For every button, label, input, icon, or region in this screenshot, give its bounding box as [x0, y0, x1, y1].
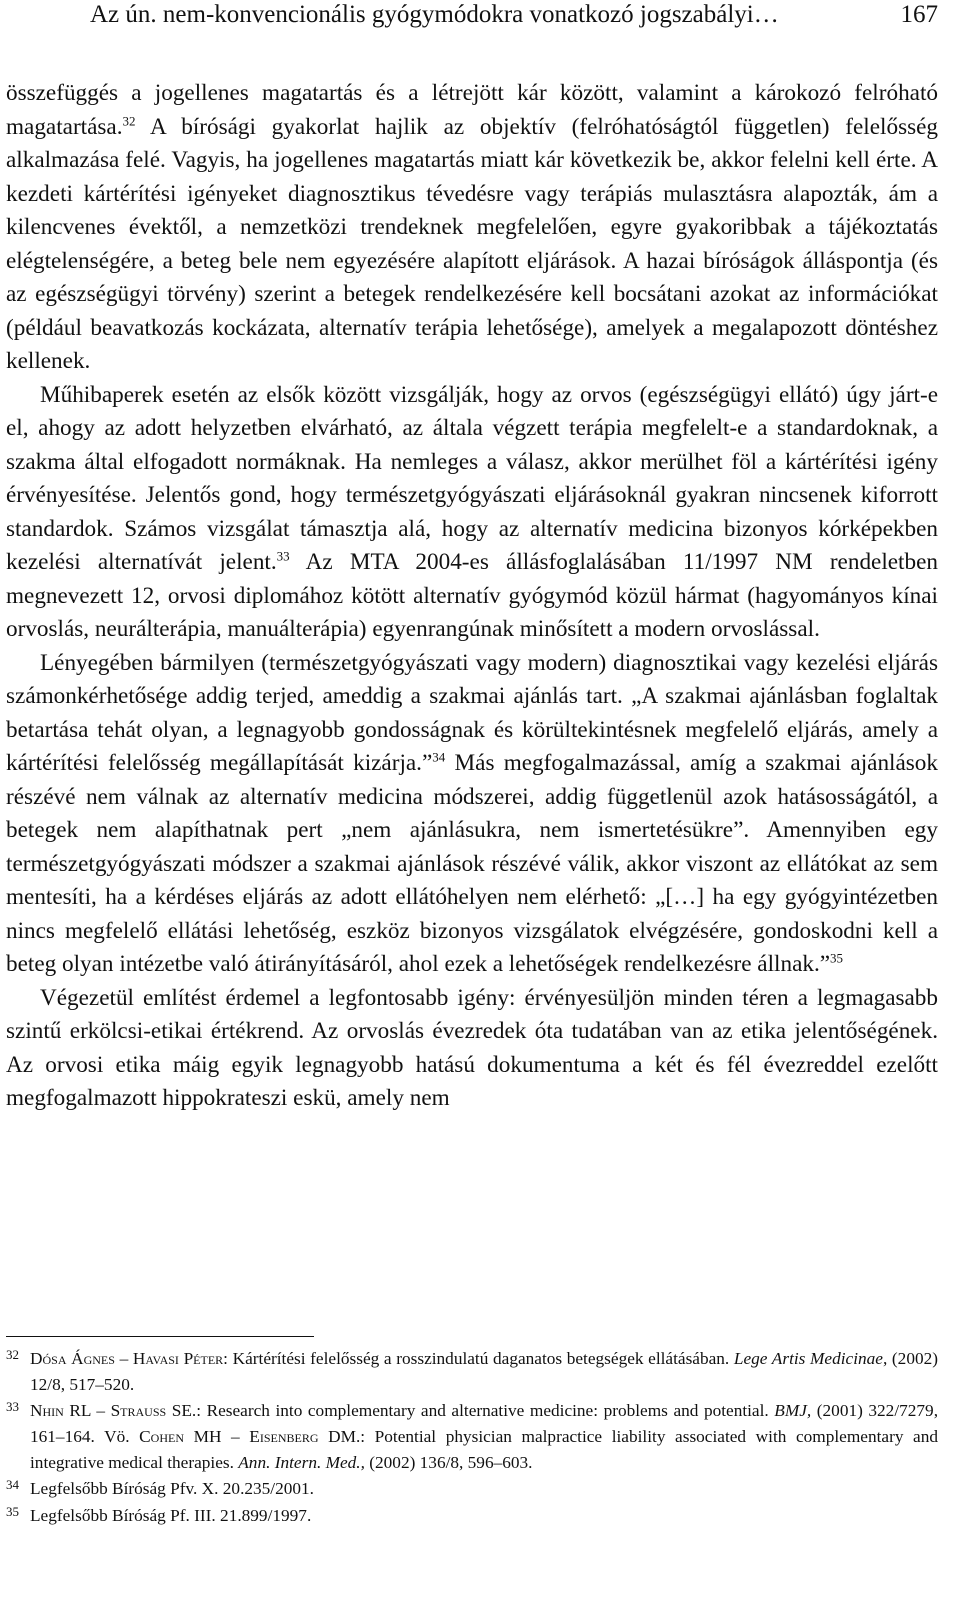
paragraph-4-text: Végezetül említést érdemel a legfontosabb igény: érvényesüljön minden téren a legmagasabb szintű erkölcsi-etikai értékrend. Az orvoslás évezredek óta tudatában van az etika jelentőségének. Az orvosi etika máig egyik legnagyobb hatású dokumentuma a két és fél évezreddel ezelőtt megfogalmazott hippokrateszi eskü, amely nem [6, 984, 938, 1111]
footnote-34 [6, 1476, 938, 1503]
author-name: Cohen [139, 1427, 184, 1446]
author-separator: – [114, 1349, 133, 1368]
author-initials: MH [183, 1427, 222, 1446]
footnote-text [30, 1346, 938, 1398]
footnote-35 [6, 1503, 938, 1530]
author-separator: – [221, 1427, 250, 1446]
paragraph-2 [6, 379, 938, 647]
author-name: Nhin [30, 1401, 64, 1420]
footnote-text [30, 1398, 938, 1476]
paragraph-2-text-a: Műhibaperek esetén az elsők között vizsgálják, hogy az orvos (egészségügyi ellátó) úgy járt-e el, ahogy az adott helyzetben elvárható, az általa végzett terápia megfelelt-e a standardoknak, a szakma által elfogadott normáknak. Ha nemleges a válasz, akkor merülhet föl a kártérítési igény érvényesítése. Jelentős gond, hogy természetgyógyászati eljárásoknál gyakran nincsenek kiforrott standardok. Számos vizsgálat támasztja alá, hogy az alternatív medicina bizonyos kórképekben kezelési alternatívát jelent. [6, 381, 938, 575]
citation-title: : Research into complementary and alternative medicine: problems and potential. [196, 1401, 775, 1420]
paragraph-3-text-b: Más megfogalmazással, amíg a szakmai ajánlások részévé nem válnak az alternatív medicina módszerei, addig függetlenül azok hatásosságától, a betegek nem alapíthatnak pert „nem ajánlásukra, nem ismertetésükre”. Amennyiben egy természetgyógyászati módszer a szakmai ajánlások részévé válik, akkor viszont az ellátókat az sem mentesíti, ha a kérdéses eljárás az adott ellátóhelyen nem elérhető: „[…] ha egy gyógyintézetben nincs megfelelő ellátási lehetőség, eszköz bizonyos vizsgálatok elvégzésére, gondoskodni kell a beteg olyan intézetbe való átirányításáról, ahol ezek a lehetőségek rendelkezésre állnak.” [6, 750, 938, 977]
footnote-ref-33: 33 [276, 548, 290, 564]
footnote-number: 35 [6, 1504, 19, 1519]
paragraph-1 [6, 77, 938, 379]
body-text [6, 77, 938, 1116]
journal-name: BMJ, [774, 1401, 812, 1420]
running-header-title: Az ún. nem-konvencionális gyógymódokra vonatkozó jogszabályi… [90, 1, 779, 28]
citation-title: : Potential physician malpractice liability associated with complementary and integrative medical therapies. [30, 1427, 939, 1472]
author-name: Strauss [110, 1401, 167, 1420]
citation-ref: (2002) 136/8, 596–603. [364, 1453, 533, 1472]
citation-ref: , (2002) 12/8, 517–520. [30, 1349, 938, 1394]
footnote-number: 34 [6, 1477, 19, 1492]
running-header [90, 0, 938, 44]
footnote-ref-32: 32 [122, 112, 136, 128]
journal-name: Lege Artis Medicinae [733, 1349, 883, 1368]
footnote-ref-35: 35 [830, 950, 844, 966]
citation-title: : Kártérítési felelősség a rosszindulatú daganatos betegségek ellátásában. [223, 1349, 734, 1368]
paragraph-3-text-a: Lényegében bármilyen (természetgyógyászati vagy modern) diagnosztikai vagy kezelési eljárás számonkérhetősége addig terjed, ameddig a szakmai ajánlás tart. „A szakmai ajánlásban foglaltak betartása tehát olyan, a legnagyobb gondosságnak és körültekintésnek megfelelő eljárás, amely a kártérítési felelősség megállapítását kizárja.” [6, 649, 938, 776]
citation-ref: (2001) 322/7279, 161–164. Vö. [30, 1401, 939, 1446]
footnote-number: 32 [6, 1347, 19, 1362]
footnote-32 [6, 1346, 938, 1398]
footnote-ref-34: 34 [432, 749, 446, 765]
journal-name: Ann. Intern. Med., [238, 1453, 365, 1472]
author-separator: – [90, 1401, 111, 1420]
paragraph-1-text-a: összefüggés a jogellenes magatartás és a létrejött kár között, valamint a károkozó felróható magatartása. [6, 80, 938, 140]
page-number: 167 [900, 1, 938, 28]
author-name: Dósa Ágnes [30, 1349, 115, 1368]
author-initials: DM. [318, 1427, 361, 1446]
author-name: Havasi Péter [132, 1349, 224, 1368]
author-name: Eisenberg [249, 1427, 319, 1446]
footnote-text: Legfelsőbb Bíróság Pf. III. 21.899/1997. [30, 1506, 312, 1525]
footnote-33 [6, 1398, 938, 1476]
paragraph-4 [6, 982, 938, 1116]
footnote-text: Legfelsőbb Bíróság Pfv. X. 20.235/2001. [30, 1479, 314, 1498]
paragraph-2-text-b: Az MTA 2004-es állásfoglalásában 11/1997 NM rendeletben megnevezett 12, orvosi diplomához kötött alternatív gyógymód közül hármat (hagyományos kínai orvoslás, neurálterápia, manuálterápia) egyenrangúnak minősített a modern orvoslással. [6, 549, 938, 642]
author-initials: RL [63, 1401, 91, 1420]
author-initials: SE. [166, 1401, 197, 1420]
paragraph-1-text-b: A bírósági gyakorlat hajlik az objektív (felróhatóságtól független) felelősség alkalmazása felé. Vagyis, ha jogellenes magatartás miatt kár következik be, akkor felelni kell érte. A kezdeti kártérítési igényeket diagnosztikus tévedésre vagy terápiás mulasztásra alapozták, ám a kilencvenes évektől, a nemzetközi trendeknek megfelelően, egyre gyakoribbak a tájékoztatás elégtelenségére, a beteg bele nem egyezésére alapított eljárások. A hazai bíróságok álláspontja (és az egészségügyi törvény) szerint a betegek rendelkezésére kell bocsátani azokat az információkat (például beavatkozás kockázata, alternatív terápia lehetősége), amelyek a megalapozott döntéshez kellenek. [6, 113, 938, 374]
paragraph-3 [6, 647, 938, 982]
footnotes [6, 1346, 938, 1530]
footnote-number: 33 [6, 1399, 19, 1414]
footnote-separator [6, 1336, 314, 1337]
